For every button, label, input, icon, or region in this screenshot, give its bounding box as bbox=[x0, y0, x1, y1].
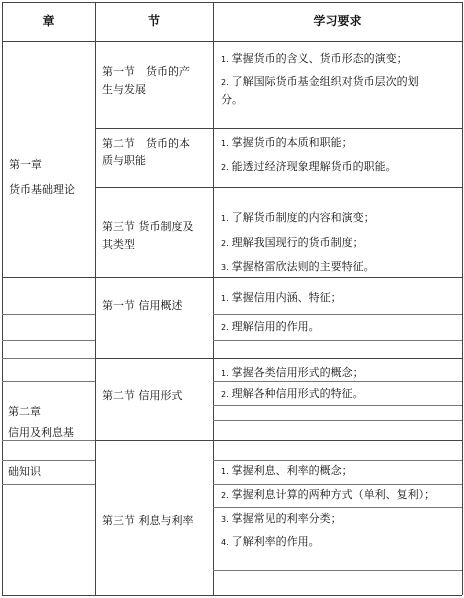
row-line bbox=[2, 314, 95, 315]
requirement-item-cont: 分。 bbox=[221, 93, 243, 106]
section-title-cont: 生与发展 bbox=[102, 83, 146, 96]
requirement-item: 1. 掌握信用内涵、特征； bbox=[221, 291, 342, 304]
row-line bbox=[2, 484, 95, 485]
requirement-item: 3. 掌握常见的利率分类； bbox=[221, 512, 342, 525]
section-title-cont: 其类型 bbox=[102, 238, 135, 251]
row-line bbox=[213, 460, 462, 461]
row-line bbox=[2, 460, 95, 461]
row-line bbox=[95, 358, 462, 359]
row-line bbox=[213, 507, 462, 508]
section-title: 第一节 信用概述 bbox=[102, 299, 183, 312]
header-section: 节 bbox=[147, 14, 160, 28]
row-line bbox=[2, 340, 95, 341]
row-line bbox=[213, 484, 462, 485]
requirement-item: 1. 掌握货币的含义、货币形态的演变； bbox=[221, 52, 408, 65]
chapter-2-subtitle: 信用及利息基 bbox=[8, 426, 74, 439]
chapter-divider bbox=[2, 277, 462, 278]
row-line bbox=[213, 420, 462, 421]
requirement-item: 1. 掌握各类信用形式的概念； bbox=[221, 366, 364, 379]
table-border-left bbox=[2, 2, 3, 595]
chapter-1-title: 第一章 bbox=[9, 158, 42, 171]
row-line bbox=[213, 570, 462, 571]
header-row-line bbox=[2, 41, 462, 42]
requirement-item: 2. 了解国际货币基金组织对货币层次的划 bbox=[221, 75, 419, 88]
chapter-2-title: 第二章 bbox=[8, 405, 41, 418]
requirement-item: 1. 掌握货币的本质和职能； bbox=[221, 136, 353, 149]
section-title: 第二节 信用形式 bbox=[102, 389, 183, 402]
requirement-item: 2. 掌握利息计算的两种方式（单利、复利）； bbox=[221, 488, 436, 501]
header-requirement: 学习要求 bbox=[313, 14, 362, 28]
row-line bbox=[2, 381, 95, 382]
table-border-top bbox=[2, 2, 462, 3]
row-line bbox=[95, 440, 462, 441]
section-title: 第一节 货币的产 bbox=[102, 65, 190, 78]
header-chapter: 章 bbox=[42, 14, 55, 28]
table-border-right bbox=[462, 2, 463, 595]
row-line bbox=[213, 405, 462, 406]
row-line bbox=[95, 187, 462, 188]
requirement-item: 3. 掌握格雷欣法则的主要特征。 bbox=[221, 260, 375, 273]
column-divider-1 bbox=[95, 2, 96, 595]
requirement-item: 2. 能透过经济现象理解货币的职能。 bbox=[221, 160, 397, 173]
row-line bbox=[2, 358, 95, 359]
table-border-bottom bbox=[2, 595, 462, 596]
chapter-1-subtitle: 货币基础理论 bbox=[9, 183, 75, 196]
row-line bbox=[213, 314, 462, 315]
requirement-item: 4. 了解利率的作用。 bbox=[221, 535, 320, 548]
section-title: 第二节 货币的本 bbox=[102, 137, 190, 150]
requirement-item: 2. 理解各种信用形式的特征。 bbox=[221, 387, 364, 400]
section-title: 第三节 货币制度及 bbox=[102, 220, 194, 233]
requirement-item: 1. 掌握利息、利率的概念； bbox=[221, 464, 353, 477]
section-title-cont: 质与职能 bbox=[102, 154, 146, 167]
requirement-item: 2. 理解信用的作用。 bbox=[221, 320, 320, 333]
section-title: 第三节 利息与利率 bbox=[102, 514, 194, 527]
chapter-2-subtitle-cont: 础知识 bbox=[8, 465, 41, 478]
requirement-item: 2. 理解我国现行的货币制度； bbox=[221, 236, 364, 249]
requirement-item: 1. 了解货币制度的内容和演变； bbox=[221, 211, 375, 224]
row-line bbox=[95, 128, 462, 129]
row-line bbox=[213, 340, 462, 341]
